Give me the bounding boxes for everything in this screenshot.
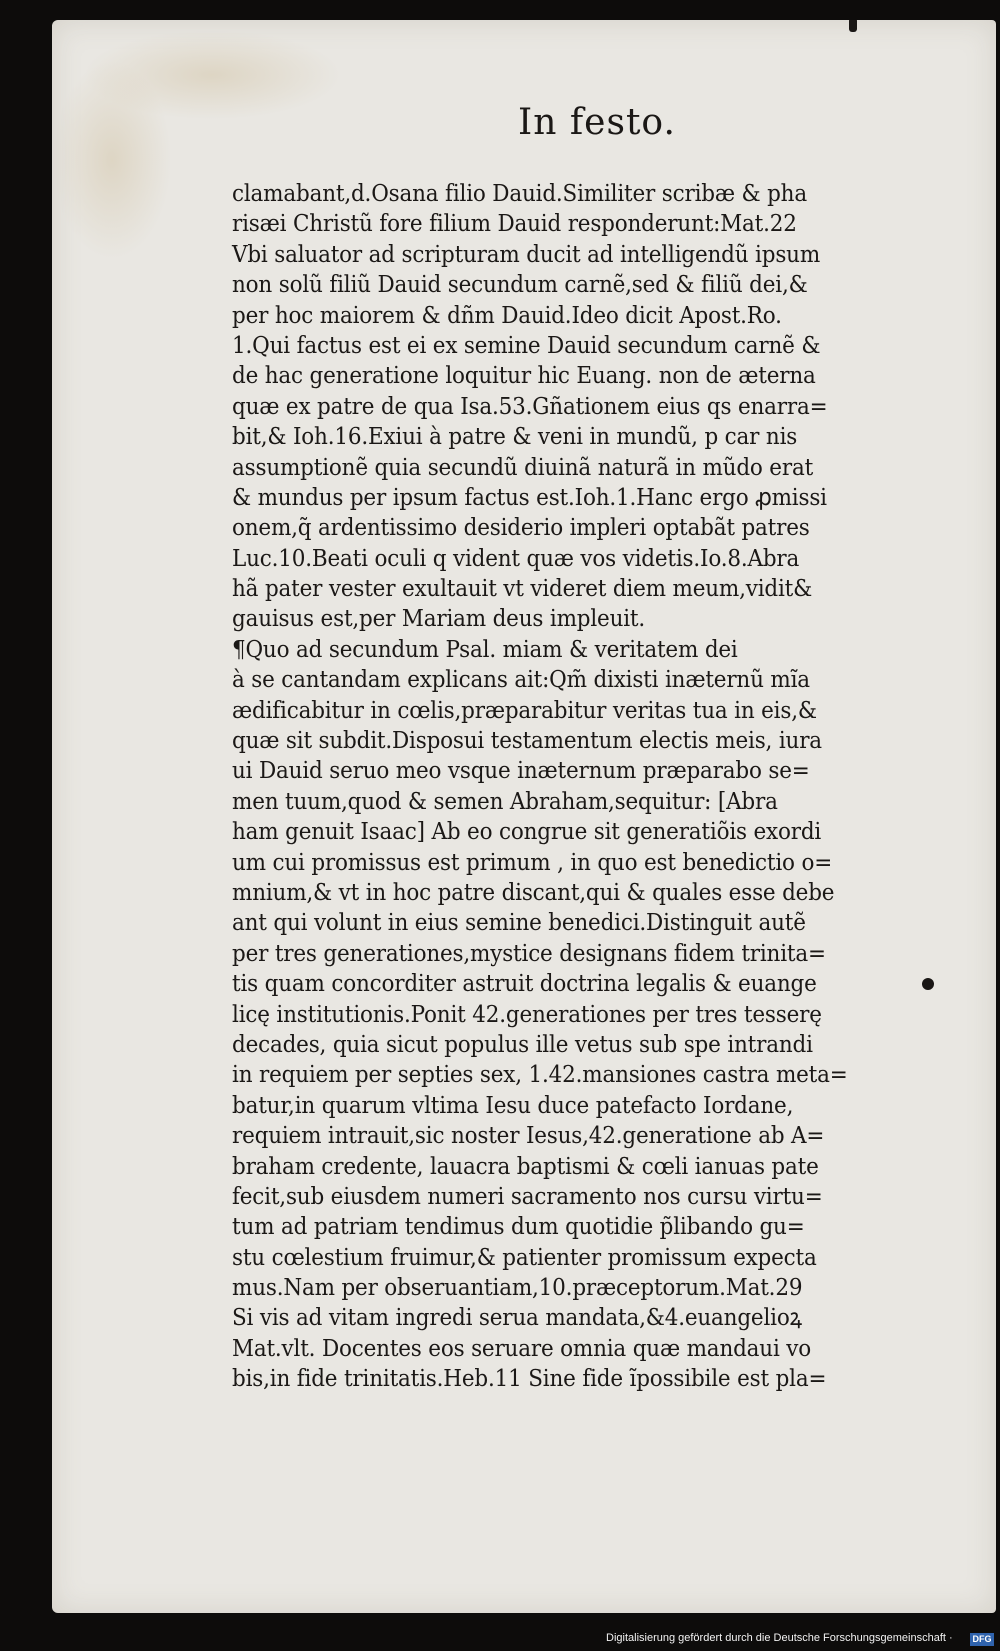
text-line: Luc.10.Beati oculi q vident quæ vos videtis.Io.8.Abra <box>232 543 800 572</box>
digitization-credit: Digitalisierung gefördert durch die Deutsche Forschungsgemeinschaft · <box>606 1632 953 1644</box>
text-line: ædificabitur in cœlis,præparabitur veritas tua in eis,& <box>232 695 817 724</box>
text-line: ham genuit Isaac] Ab eo congrue sit generatiõis exordi <box>232 817 822 846</box>
text-line: de hac generatione loquitur hic Euang. non de æterna <box>232 361 816 390</box>
edge-stain <box>52 60 172 260</box>
dfg-logo: DFG <box>970 1633 994 1646</box>
text-line: mus.Nam per obseruantiam,10.præceptorum.Mat.29 <box>232 1273 803 1302</box>
text-line: bis,in fide trinitatis.Heb.11 Sine fide ĩpossibile est pla= <box>232 1364 827 1393</box>
text-line: ¶Quo ad secundum Psal. miam & veritatem dei <box>232 634 738 663</box>
text-line: onem,q̃ ardentissimo desiderio impleri optabãt patres <box>232 513 810 542</box>
text-line: fecit,sub eiusdem numeri sacramento nos cursu virtu= <box>232 1181 823 1210</box>
text-line: tum ad patriam tendimus dum quotidie p̃libando gu= <box>232 1212 805 1241</box>
book-page <box>52 20 996 1613</box>
running-head: In festo. <box>518 102 676 143</box>
text-line: hã pater vester exultauit vt videret diem meum,vidit& <box>232 574 813 603</box>
ink-mark <box>849 20 857 32</box>
text-line: mnium,& vt in hoc patre discant,qui & quales esse debe <box>232 877 835 906</box>
text-line: risæi Christũ fore filium Dauid responderunt:Mat.22 <box>232 209 797 238</box>
text-line: tis quam concorditer astruit doctrina legalis & euange <box>232 969 817 998</box>
text-line: decades, quia sicut populus ille vetus sub spe intrandi <box>232 1029 813 1058</box>
text-line: men tuum,quod & semen Abraham,sequitur: [Abra <box>232 786 778 815</box>
text-line: Mat.vlt. Docentes eos seruare omnia quæ mandaui vo <box>232 1333 812 1362</box>
text-line: bit,& Ioh.16.Exiui à patre & veni in mundũ, p car nis <box>232 422 798 451</box>
text-line: stu cœlestium fruimur,& patienter promissum expecta <box>232 1242 817 1271</box>
text-line: ui Dauid seruo meo vsque inæternum præparabo se= <box>232 756 810 785</box>
text-line: um cui promissus est primum , in quo est benedictio o= <box>232 847 833 876</box>
text-line: quæ sit subdit.Disposui testamentum electis meis, iura <box>232 726 822 755</box>
text-line: requiem intrauit,sic noster Iesus,42.generatione ab A= <box>232 1121 825 1150</box>
text-line: braham credente, lauacra baptismi & cœli ianuas pate <box>232 1151 819 1180</box>
text-line: Si vis ad vitam ingredi serua mandata,&4.euangelioꝝ <box>232 1303 802 1332</box>
text-line: licę institutionis.Ponit 42.generationes per tres tesserę <box>232 999 822 1028</box>
text-line: & mundus per ipsum factus est.Ioh.1.Hanc ergo ꝓmissi <box>232 482 827 511</box>
text-line: per tres generationes,mystice designans fidem trinita= <box>232 938 826 967</box>
text-line: ant qui volunt in eius semine benedici.Distinguit autẽ <box>232 908 806 937</box>
text-line: non solũ filiũ Dauid secundum carnẽ,sed & filiũ dei,& <box>232 270 808 299</box>
text-line: quæ ex patre de qua Isa.53.Gñationem eius qs enarra= <box>232 391 828 420</box>
text-line: in requiem per septies sex, 1.42.mansiones castra meta= <box>232 1060 848 1089</box>
text-line: batur,in quarum vltima Iesu duce patefacto Iordane, <box>232 1090 794 1119</box>
text-line: clamabant,d.Osana filio Dauid.Similiter scribæ & pha <box>232 179 807 207</box>
text-line: gauisus est,per Mariam deus impleuit. <box>232 604 646 633</box>
text-line: 1.Qui factus est ei ex semine Dauid secundum carnẽ & <box>232 330 821 359</box>
text-line: per hoc maiorem & dñm Dauid.Ideo dicit Apost.Ro. <box>232 300 782 329</box>
body-text <box>232 178 972 1394</box>
text-line: à se cantandam explicans ait:Qm̃ dixisti inæternũ mĩa <box>232 665 810 694</box>
text-line: Vbi saluator ad scripturam ducit ad intelligendũ ipsum <box>232 239 821 268</box>
text-line: assumptionẽ quia secundũ diuinã naturã in mũdo erat <box>232 452 814 481</box>
